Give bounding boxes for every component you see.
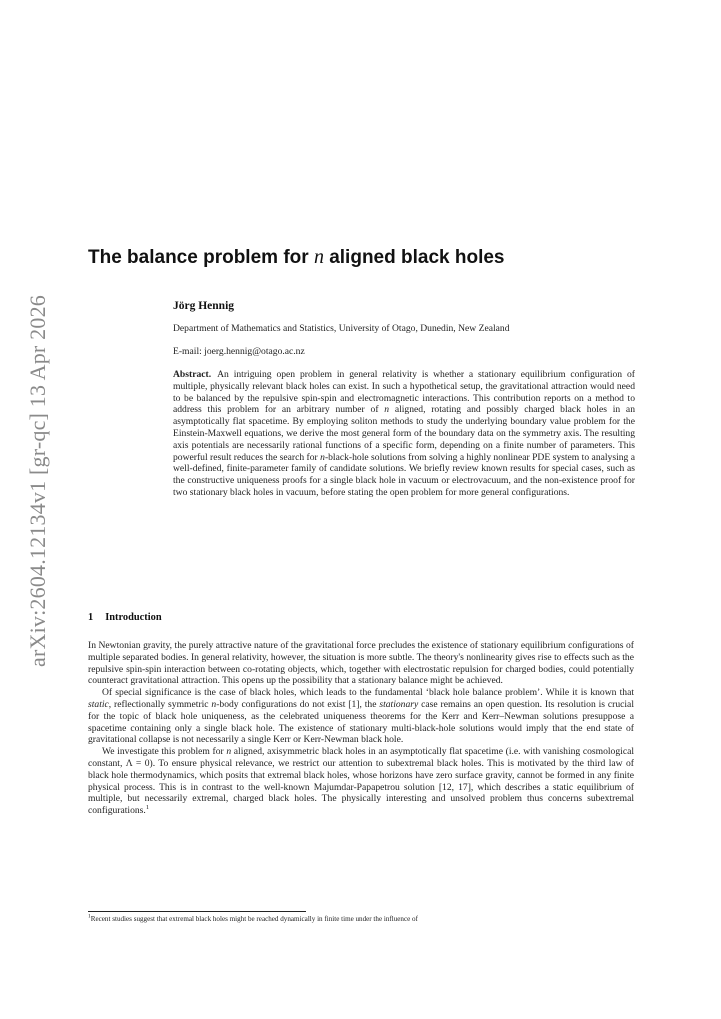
paragraph-2: Of special significance is the case of black holes, which leads to the fundamental ‘black hole balance problem’. While it is known that static, reflectionally symmetric n-body configurations do not exist [1], the stationary case remains an open question. Its resolution is crucial for the topic of black hole uniqueness, as the celebrated uniqueness theorems for the Kerr and Kerr–Newman solutions presuppose a spacetime containing only a single black hole. The existence of stationary multi-black-hole solutions would imply that the end state of gravitational collapse is not necessarily a single Kerr or Kerr-Newman black hole.	[88, 687, 634, 746]
footnote-1	[88, 915, 640, 924]
author-name: Jörg Hennig	[173, 300, 235, 312]
section-heading-introduction	[88, 612, 162, 623]
abstract: Abstract. An intriguing open problem in general relativity is whether a stationary equilibrium configuration of multiple, physically relevant black holes can exist. In such a hypothetical setup, the gravitational attraction would need to be balanced by the repulsive spin-spin and electromagnetic interactions. This contribution reports on a method to address this problem for an arbitrary number of n aligned, rotating and possibly charged black holes in an asymptotically flat spacetime. By employing soliton methods to study the underlying boundary value problem for the Einstein-Maxwell equations, we derive the most general form of the boundary data on the symmetry axis. The resulting axis potentials are necessarily rational functions of a specific form, depending on a finite number of parameters. This powerful result reduces the search for n-black-hole solutions from solving a highly nonlinear PDE system to analysing a well-defined, finite-parameter family of candidate solutions. We briefly review known results for special cases, such as the constructive uniqueness proofs for a single black hole in vacuum or electrovacuum, and the non-existence proof for two stationary black holes in vacuum, before stating the open problem for more general configurations.	[173, 369, 635, 498]
footnote-divider	[88, 911, 306, 912]
footnote-mark: 1	[88, 913, 91, 920]
introduction-body	[88, 640, 634, 817]
math-n: n	[313, 246, 324, 268]
footnote-reference: 1	[145, 803, 150, 811]
arxiv-identifier-stamp	[22, 295, 54, 667]
section-title: Introduction	[105, 612, 162, 623]
paragraph-1: In Newtonian gravity, the purely attractive nature of the gravitational force precludes the existence of stationary equilibrium configurations of multiple separated bodies. In general relativity, however, the situation is more subtle. The theory's nonlinearity gives rise to effects such as the repulsive spin-spin interaction between co-rotating objects, which, together with electrostatic repulsion for charged bodies, could potentially counteract gravitational attraction. This opens up the possibility that a stationary balance might be achieved.	[88, 640, 634, 687]
arxiv-identifier: arXiv:2604.12134v1 [gr-qc] 13 Apr 2026	[25, 295, 50, 667]
footnote-text: Recent studies suggest that extremal black holes might be reached dynamically in finite time under the influence of	[90, 915, 418, 923]
author-email: E-mail: joerg.hennig@otago.ac.nz	[173, 346, 305, 357]
abstract-label: Abstract.	[173, 369, 212, 380]
paragraph-3: We investigate this problem for n aligned, axisymmetric black holes in an asymptotically flat spacetime (i.e. with vanishing cosmological constant, Λ = 0). To ensure physical relevance, we restrict our attention to subextremal black holes. This is motivated by the third law of black hole thermodynamics, which posits that extremal black holes, whose horizons have zero surface gravity, cannot be formed in any finite physical process. This is in contrast to the well-known Majumdar-Papapetrou solution [12, 17], which describes a static equilibrium of multiple, but necessarily extremal, charged black holes. The physically interesting and unsolved problem thus concerns subextremal configurations.$^1$	[88, 746, 634, 817]
paper-title: The balance problem for n aligned black holes	[88, 246, 505, 268]
section-number: 1	[88, 612, 94, 623]
author-affiliation: Department of Mathematics and Statistics, University of Otago, Dunedin, New Zealand	[173, 323, 510, 334]
